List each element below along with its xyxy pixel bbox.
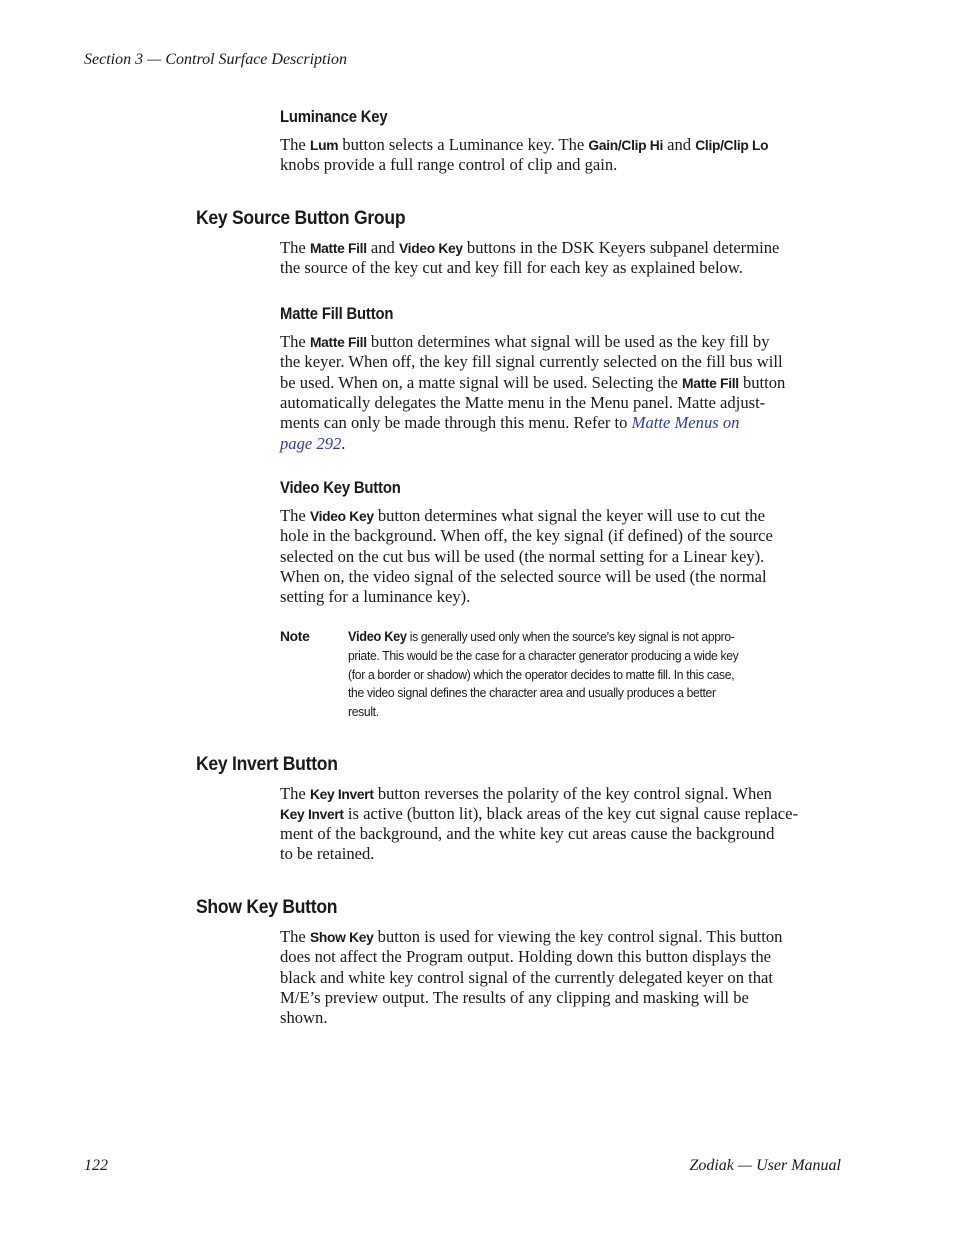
paragraph-line (280, 988, 749, 1008)
text-run: button determines what signal will be used as the key fill by (366, 332, 770, 351)
text-run: automatically delegates the Matte menu in the Menu panel. Matte adjust- (280, 392, 766, 412)
paragraph-line (280, 784, 772, 805)
button-name-keyword: Matte Fill (309, 335, 367, 350)
text-run: The (280, 332, 310, 351)
cross-reference-link[interactable]: Matte Menus on (631, 413, 740, 433)
button-name-keyword: Key Invert (309, 787, 374, 802)
button-name-keyword: Video Key (399, 241, 463, 256)
heading-matte-fill-button: Matte Fill Button (280, 305, 394, 323)
text-run: priate. This would be the case for a character generator producing a wide key (348, 647, 739, 663)
text-run: button is used for viewing the key control signal. This button (373, 927, 783, 946)
paragraph-line (280, 506, 765, 527)
text-run: and (366, 238, 400, 257)
button-name-keyword: Gain/Clip Hi (588, 138, 663, 153)
text-run: The (280, 135, 310, 154)
paragraph-line (280, 393, 765, 413)
heading-luminance-key: Luminance Key (280, 108, 388, 126)
paragraph-line (280, 373, 785, 394)
paragraph-line (280, 844, 374, 864)
paragraph-line (280, 804, 798, 825)
page-number: 122 (84, 1157, 108, 1174)
paragraph-line (280, 135, 768, 156)
text-run: the video signal defines the character area and usually produces a better (348, 685, 716, 701)
paragraph-line (280, 968, 773, 988)
note-label: Note (280, 629, 310, 644)
paragraph-line (280, 547, 764, 567)
text-run: ment of the background, and the white key cut areas cause the background (280, 824, 775, 843)
button-name-keyword: Key Invert (280, 807, 344, 822)
button-name-keyword: Matte Fill (682, 375, 739, 391)
text-run: The (280, 784, 310, 803)
text-run: button reverses the polarity of the key control signal. When (373, 784, 772, 803)
text-run: The (280, 927, 310, 946)
text-run: setting for a luminance key). (280, 587, 471, 607)
running-header: Section 3 — Control Surface Description (84, 51, 347, 68)
manual-title: Zodiak — User Manual (689, 1157, 841, 1174)
text-run: M/E’s preview output. The results of any clipping and masking will be (280, 987, 749, 1007)
text-run: black and white key control signal of the currently delegated keyer on that (280, 967, 774, 987)
paragraph-line (280, 1008, 327, 1028)
paragraph-line (280, 155, 617, 175)
text-run: to be retained. (280, 844, 375, 863)
paragraph-line (280, 238, 779, 259)
text-run: When on, the video signal of the selected source will be used (the normal (280, 566, 767, 586)
heading-key-invert-button: Key Invert Button (196, 753, 338, 775)
paragraph-line (280, 587, 470, 607)
button-name-keyword: Video Key (348, 629, 407, 644)
text-run: is generally used only when the source’s key signal is not appro- (406, 629, 735, 644)
paragraph-line (280, 927, 782, 948)
paragraph-line (280, 567, 767, 587)
text-run: (for a border or shadow) which the operator decides to matte fill. In this case, (348, 666, 735, 682)
paragraph-line (280, 413, 739, 433)
paragraph-line (280, 526, 773, 546)
button-name-keyword: Clip/Clip Lo (695, 138, 769, 153)
text-run: and (663, 135, 696, 154)
note-line (348, 628, 735, 647)
text-run: The (280, 506, 310, 525)
button-name-keyword: Show Key (309, 930, 374, 945)
paragraph-line (280, 434, 345, 454)
note-line (348, 647, 738, 666)
paragraph-line (280, 258, 743, 278)
paragraph-line (280, 332, 770, 353)
text-run: be used. When on, a matte signal will be used. Selecting the (280, 372, 682, 392)
text-run: button determines what signal the keyer will use to cut the (373, 506, 765, 525)
button-name-keyword: Matte Fill (309, 241, 367, 256)
button-name-keyword: Video Key (309, 509, 374, 524)
heading-video-key-button: Video Key Button (280, 479, 401, 497)
text-run: knobs provide a full range control of clip and gain. (280, 155, 618, 174)
text-run: does not affect the Program output. Holding down this button displays the (280, 947, 771, 967)
note-line (348, 666, 734, 685)
text-run: the source of the key cut and key fill for each key as explained below. (280, 258, 743, 277)
heading-show-key-button: Show Key Button (196, 896, 338, 918)
text-run: buttons in the DSK Keyers subpanel determine (462, 238, 780, 257)
text-run: ments can only be made through this menu. Refer to (280, 413, 632, 433)
text-run: result. (348, 704, 379, 720)
paragraph-line (280, 824, 774, 844)
button-name-keyword: Lum (309, 138, 339, 153)
text-run: hole in the background. When off, the key signal (if defined) of the source (280, 526, 773, 546)
cross-reference-link[interactable]: page 292 (280, 433, 342, 453)
text-run: . (341, 433, 346, 453)
heading-key-source-button-group: Key Source Button Group (196, 207, 406, 229)
text-run: selected on the cut bus will be used (the normal setting for a Linear key). (280, 546, 765, 566)
paragraph-line (280, 352, 783, 372)
note-line (348, 684, 716, 703)
text-run: is active (button lit), black areas of the key cut signal cause replace- (343, 804, 799, 823)
note-line (348, 703, 379, 722)
text-run: The (280, 238, 310, 257)
paragraph-line (280, 947, 771, 967)
text-run: button selects a Luminance key. The (338, 135, 589, 154)
text-run: the keyer. When off, the key fill signal currently selected on the fill bus will (280, 352, 783, 372)
text-run: button (738, 372, 786, 392)
text-run: shown. (280, 1008, 328, 1028)
